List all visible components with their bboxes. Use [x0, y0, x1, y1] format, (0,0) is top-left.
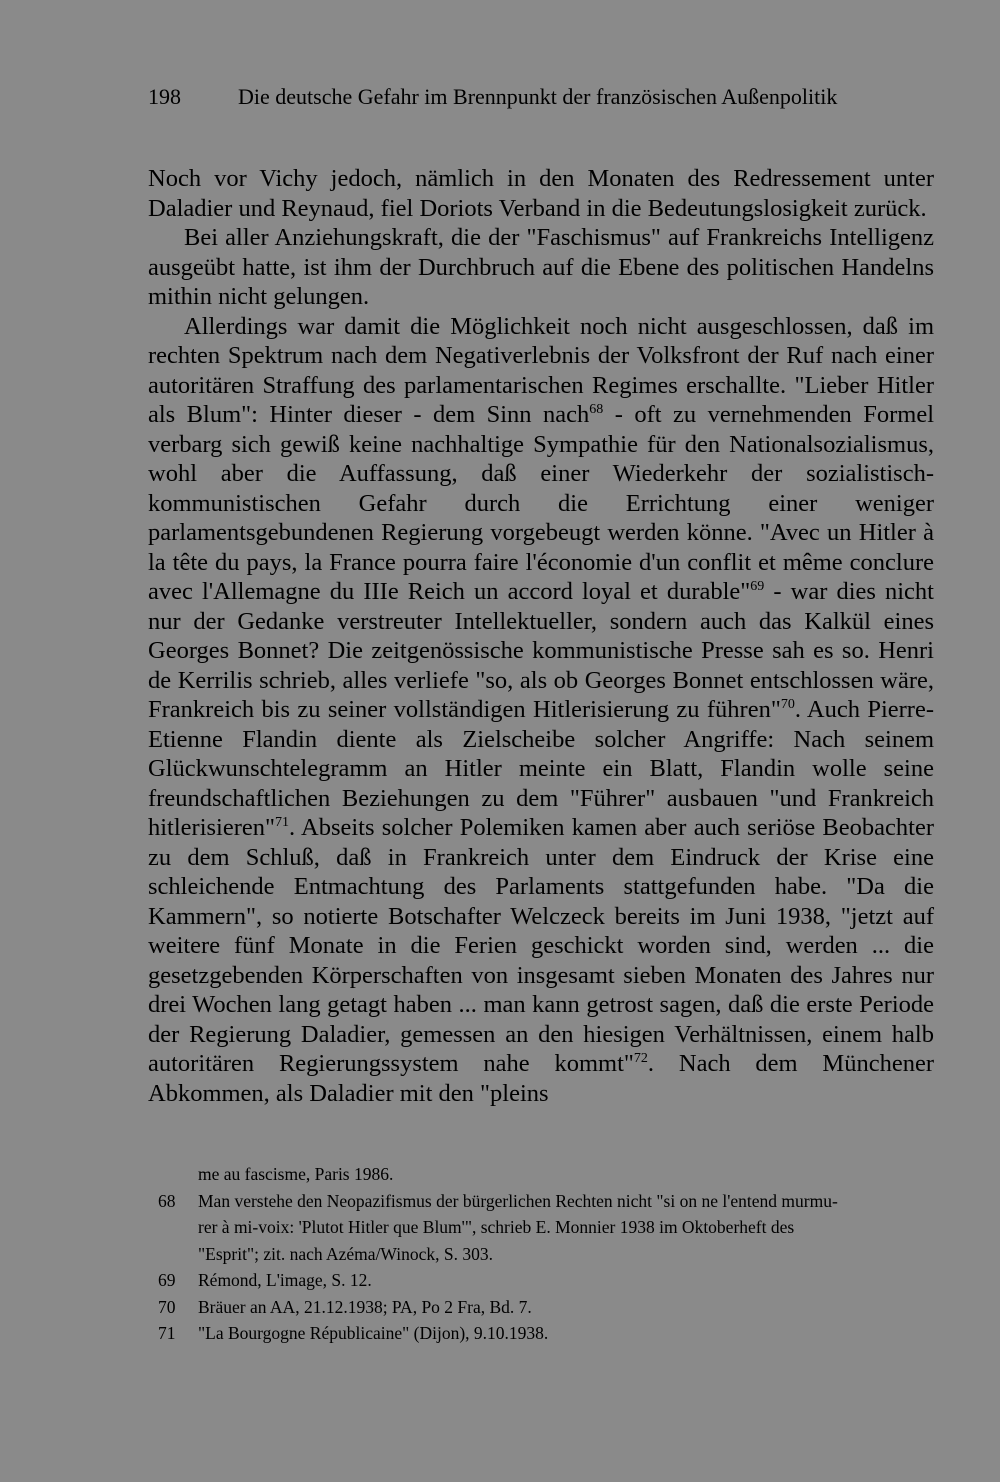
- footnote-text: me au fascisme, Paris 1986.: [198, 1164, 394, 1184]
- page-number: 198: [148, 84, 181, 109]
- body-text: [148, 164, 934, 1108]
- footnote-ref-68: 68: [589, 401, 604, 417]
- footnotes: [148, 1161, 934, 1347]
- text-segment: - war dies nicht nur der Gedanke verstreuter Intellektueller, sondern auch das Kalkül eines Georges Bonnet? Die zeitgenössische kommunistische Presse sah es so. Henri de Kerrilis schrieb, alles verliefe "so, als ob Georges Bonnet entschlossen wäre, Frankreich bis zu seiner vollständigen Hitlerisierung zu führen": [148, 578, 934, 723]
- paragraph-2: Bei aller Anziehungskraft, die der "Faschismus" auf Frankreichs Intelligenz ausgeübt hatte, ist ihm der Durchbruch auf die Ebene des politischen Handelns mithin nicht gelungen.: [148, 224, 934, 310]
- footnote-line: rer à mi-voix: 'Plutot Hitler que Blum'", schrieb E. Monnier 1938 im Oktoberheft des: [198, 1217, 795, 1237]
- footnote-line: "Esprit"; zit. nach Azéma/Winock, S. 303.: [198, 1243, 493, 1264]
- text-segment: . Abseits solcher Polemiken kamen aber auch seriöse Beobachter zu dem Schluß, daß in Frankreich unter dem Eindruck der Krise eine schleichende Entmachtung des Parlaments stattgefunden habe. "Da die Kammern", so notierte Botschafter Welczeck bereits im Juni 1938, "jetzt auf weitere fünf Monate in die Ferien geschickt worden sind, werden ... die gesetzgebenden Körperschaften von insgesamt sieben Monaten des Jahres nur drei Wochen lang getagt haben ... man kann getrost sagen, daß die erste Periode der Regierung Daladier, gemessen an den hiesigen Verhältnissen, einem halb autoritären Regierungssystem nahe kommt": [148, 814, 934, 1077]
- text-segment: . Nach dem Münchener Abkommen, als Daladier mit den "pleins: [148, 1050, 934, 1107]
- footnote-ref-69: 69: [750, 578, 765, 594]
- paragraph-1: Noch vor Vichy jedoch, nämlich in den Monaten des Redressement unter Daladier und Reynaud, fiel Doriots Verband in die Bedeutungslosigkeit zurück.: [148, 165, 934, 222]
- footnote-69: [148, 1267, 934, 1294]
- footnote-text: "La Bourgogne Républicaine" (Dijon), 9.10.1938.: [198, 1323, 549, 1343]
- footnote-text: Bräuer an AA, 21.12.1938; PA, Po 2 Fra, Bd. 7.: [198, 1296, 532, 1317]
- running-header: [148, 82, 868, 112]
- footnote-71: [148, 1320, 934, 1347]
- footnote-number: 71: [158, 1323, 176, 1343]
- footnote-text: Rémond, L'image, S. 12.: [198, 1270, 372, 1290]
- footnote-ref-71: 71: [275, 814, 290, 830]
- footnote-ref-72: 72: [633, 1050, 648, 1066]
- text-segment: Allerdings war damit die Möglichkeit noch nicht ausgeschlossen, daß im rechten Spektrum nach dem Negativerlebnis der Volksfront der Ruf nach einer autoritären Straffung des parlamentarischen Regimes erschallte. "Lieber Hitler als Blum": Hinter dieser - dem Sinn nach: [148, 312, 934, 428]
- footnote-number: 68: [158, 1190, 176, 1211]
- footnote-line: Man verstehe den Neopazifismus der bürgerlichen Rechten nicht "si on ne l'entend murmu-: [198, 1190, 838, 1211]
- text-segment: . Auch Pierre-Etienne Flandin diente als Zielscheibe solcher Angriffe: Nach seinem Glückwunschtelegramm an Hitler meinte ein Blatt, Flandin wolle seine freundschaftlichen Beziehungen zu dem "Führer" ausbauen "und Frankreich hitlerisieren": [148, 696, 934, 841]
- text-segment: - oft zu vernehmenden Formel verbarg sich gewiß keine nachhaltige Sympathie für den Nationalsozialismus, wohl aber die Auffassung, daß einer Wiederkehr der sozialistisch-kommunistischen Gefahr durch die Errichtung einer weniger parlamentsgebundenen Regierung vorgebeugt werden könne. "Avec un Hitler à la tête du pays, la France pourra faire l'économie d'un conflit et même conclure avec l'Allemagne du IIIe Reich un accord loyal et durable": [148, 401, 935, 605]
- footnote-continuation: [148, 1161, 934, 1188]
- footnote-ref-70: 70: [780, 696, 795, 712]
- footnote-68: [148, 1188, 934, 1268]
- footnote-text: [198, 1188, 934, 1268]
- footnote-number: 70: [158, 1296, 176, 1317]
- footnote-number: 69: [158, 1270, 176, 1290]
- paragraph-3: [148, 312, 934, 1109]
- running-title: Die deutsche Gefahr im Brennpunkt der französischen Außenpolitik: [238, 84, 838, 109]
- footnote-70: [148, 1294, 934, 1321]
